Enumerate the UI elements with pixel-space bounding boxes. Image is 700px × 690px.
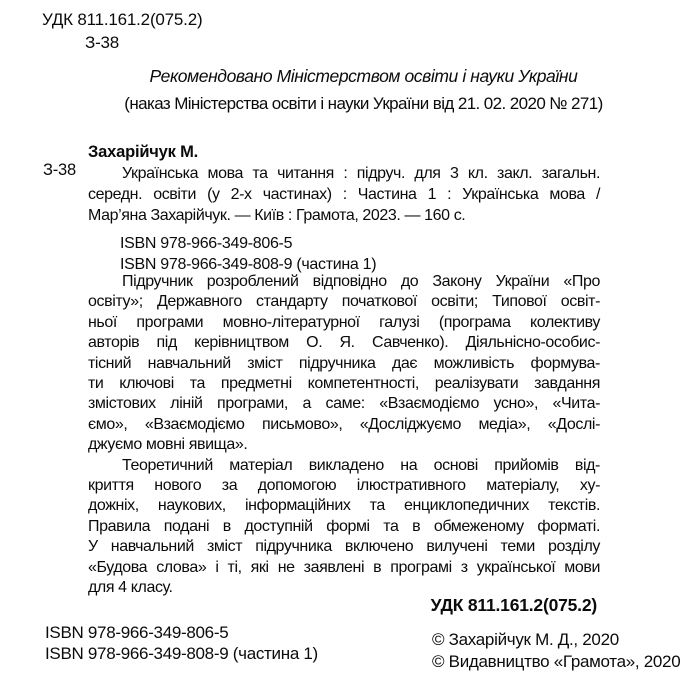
annotation-p2-line-7: для 4 класу.: [88, 579, 173, 597]
annotation-block: [88, 272, 600, 599]
ministry-recommendation: [27, 62, 700, 118]
footer-isbn-2: ISBN 978-966-349-808-9 (частина 1): [45, 643, 318, 663]
catalog-description-line-2: середн. освіти (у 2-х частинах) : Частина 1 : Українська мова /: [88, 186, 600, 203]
catalog-card: [88, 141, 600, 275]
catalog-description-line-1: Українська мова та читання : підруч. для 3 кл. закл. загальн.: [122, 165, 600, 182]
catalog-description-line-3: Мар’яна Захарійчук. — Київ : Грамота, 2023. — 160 с.: [88, 207, 466, 224]
annotation-p1-line-8: ємо», «Взаємодіємо письмово», «Досліджуємо медіа», «Дослі-: [88, 415, 600, 433]
catalog-isbn-2: ISBN 978-966-349-808-9 (частина 1): [120, 256, 377, 273]
annotation-p2-line-4: Правила подані в доступній формі та в обмеженому форматі.: [88, 517, 600, 535]
annotation-p2-line-6: «Будова слова» і ті, які не заявлені в програмі з української мови: [88, 558, 600, 576]
annotation-p1-line-5: тісний навчальний зміст підручника дає можливість формува-: [88, 354, 600, 372]
annotation-p1-line-7: змістових ліній програми, а саме: «Взаємодіємо усно», «Чита-: [88, 395, 600, 413]
catalog-isbn-1: ISBN 978-966-349-806-5: [120, 235, 293, 252]
annotation-p2-line-1: Теоретичний матеріал викладено на основі прийомів від-: [122, 456, 600, 474]
udk-classification-bottom: УДК 811.161.2(075.2): [430, 595, 597, 615]
recommendation-order: (наказ Міністерства освіти і науки України від 21. 02. 2020 № 271): [124, 94, 603, 113]
annotation-p1-line-4: авторів під керівництвом О. Я. Савченко). Діяльнісно-особис-: [88, 334, 600, 352]
annotation-p2-line-5: У навчальний зміст підручника включено вилучені теми розділу: [88, 538, 600, 556]
annotation-p1-line-6: ти ключові та предметні компетентності, реалізувати завдання: [88, 375, 600, 393]
annotation-p1-line-3: ньої програми мовно-літературної галузі (програма колективу: [88, 313, 600, 331]
author-sign-code-margin: З-38: [43, 161, 77, 179]
catalog-author: Захарійчук М.: [88, 143, 198, 161]
annotation-p1-line-1: Підручник розроблений відповідно до Закону України «Про: [122, 273, 600, 290]
footer-copyright-block: [432, 629, 680, 673]
author-sign-code-top: З-38: [85, 33, 120, 52]
annotation-p2-line-3: дожніх, наукових, інформаційних та енциклопедичних текстів.: [88, 497, 600, 515]
annotation-p1-line-9: джуємо мовні явища».: [88, 436, 248, 454]
catalog-isbn-block: [88, 233, 600, 275]
annotation-p1-line-2: освіту»; Державного стандарту початкової освіти; Типової освіт-: [88, 293, 600, 311]
udk-classification-top: УДК 811.161.2(075.2): [42, 10, 203, 29]
copyright-author: © Захарійчук М. Д., 2020: [432, 630, 619, 649]
copyright-publisher: © Видавництво «Грамота», 2020: [432, 652, 681, 671]
recommendation-text: Рекомендовано Міністерством освіти і науки України: [149, 66, 578, 86]
footer-isbn-1: ISBN 978-966-349-806-5: [45, 623, 229, 642]
footer-isbn-block: [45, 623, 318, 664]
annotation-p2-line-2: криття нового за допомогою ілюстративного матеріалу, ху-: [88, 477, 600, 495]
